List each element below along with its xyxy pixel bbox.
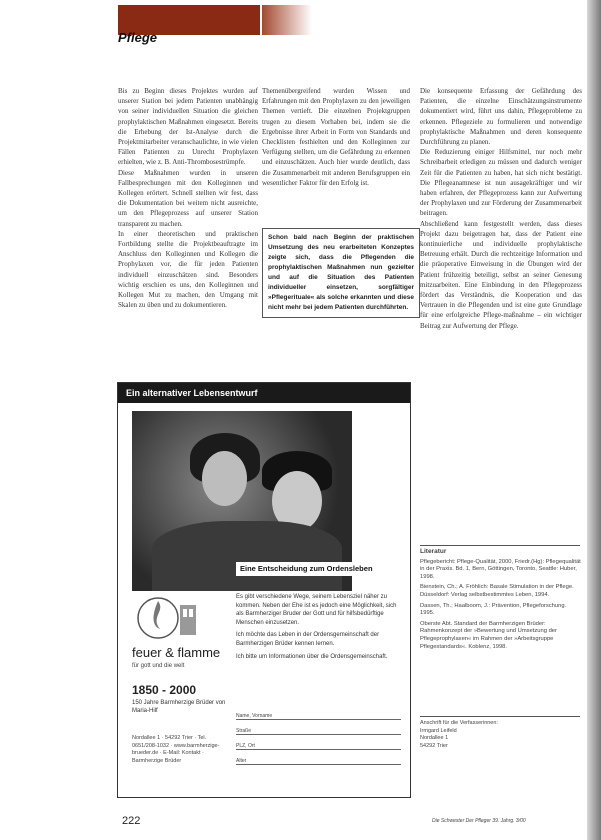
ad-checkbox-label[interactable]: Ich möchte das Leben in der Ordensgemeinschaft der Barmherzigen Brüder kennen lernen. xyxy=(236,632,380,647)
paragraph: Die Reduzierung einiger Hilfsmittel, nur noch mehr Schreibarbeit erledigen zu müssen und dadurch weniger Zeit für die Patienten zu haben, hat sich nicht bestätigt. Die Pflegeanamnese ist nun ausagekräftiger und wir haben erfahren, der Pflegeprozess kann zur Aufwertung der Prophylaxen und zur Förderung der Zusammenarbeit beitragen. xyxy=(420,148,582,218)
ad-brand-sub: für gott und die welt xyxy=(132,663,185,669)
ad-headline: Eine Entscheidung zum Ordensleben xyxy=(236,562,404,576)
page-number: 222 xyxy=(122,815,141,827)
column-right xyxy=(420,86,582,331)
paragraph: Bis zu Beginn dieses Projektes wurden auf unserer Station bei jedem Patienten unabhängig von seiner individuellen Situation die gleichen prophylaktischen Maßnahmen eingesetzt. Bereits die Erhebung der Ist-Analyse durch die Projektmitarbeiter veranschaulichte, in wie vielen Fällen Patienten zu Unrecht Prophylaxen erhielten, wie z. B. Anti-Thrombosestrümpfe. xyxy=(118,87,258,167)
ad-years-sub: 150 Jahre Barmherzige Brüder von Maria-Hilf xyxy=(132,700,226,714)
author-heading: Anschrift für die Verfasserinnen: xyxy=(420,720,498,726)
paragraph: Themenübergreifend wurden Wissen und Erfahrungen mit den Prophylaxen zu den jeweiligen Themen vertieft. Die einzelnen Projektgruppen trugen zu diesem Vorhaben bei, indem sie die Ergebnisse ihrer Arbeit in Form von Standards und Checklisten festhielten und den Kolleginnen zur Verfügung stellten, um die Gefährdung zu erkennen und einzuschätzen. Auch hier wurde deutlich, dass die Zusammenarbeit mit anderen Berufsgruppen ein wesentlicher Faktor für den Erfolg ist. xyxy=(262,87,410,187)
form-field-age[interactable]: Alter xyxy=(236,758,401,765)
paragraph: In einer theoretischen und praktischen Fortbildung stellte die Projektbeauftragte im Anschluss den Kolleginnen und Kollegen die Prophylaxen vor, die für jeden Patienten individuell einzuschätzen sind. Besonders wichtig erschien es uns, den Kolleginnen und Kollegen Mut zu machen, den Umgang mit Skalen zu üben und zu dokumentieren. xyxy=(118,229,258,310)
ad-address: Nordallee 1 · 54292 Trier · Tel. 0651/208-1032 · www.barmherzige-brueder.de · E-Mail: Kontakt · Barmherzige Brüder xyxy=(132,735,220,764)
page-footer: Die Schwester Der Pfleger 39. Jahrg. 3/00 xyxy=(432,818,526,824)
form-field-city[interactable]: PLZ, Ort xyxy=(236,743,401,750)
literature-entry: Oberste Abt. Standard der Barmherzigen Brüder: Rahmenkonzept der »Bewertung und Umsetzung der Pflegeprophylaxen« im Rahmen der »Arbeitsgruppe Pflegestandards«. Koblenz, 1998. xyxy=(420,620,557,650)
form-field-name[interactable]: Name, Vorname xyxy=(236,713,401,720)
section-title: Pflege xyxy=(118,30,158,45)
form-field-street[interactable]: Straße xyxy=(236,728,401,735)
column-left xyxy=(118,86,258,310)
ad-brand: feuer & flamme xyxy=(132,645,221,660)
author-line: Irmgard Leifeld xyxy=(420,727,457,734)
ad-body xyxy=(236,593,401,665)
literature-entry: Pflegebericht: Pflege-Qualität, 2000, Friedr.(Hg): Pflegequalität in der Praxis. Bd. 1, Bern, Göttingen, Toronto, Seattle: Huber, 1998. xyxy=(420,558,581,580)
divider xyxy=(420,716,580,717)
author-line: 54292 Trier xyxy=(420,742,448,749)
paragraph: Diese Maßnahmen wurden in unseren Fallbesprechungen mit den Kolleginnen und Kollegen erörtert. Schnell stellten wir fest, dass die Dokumentation bei weitem nicht ausreichte, um den Pflegeprozess auf unserer Station transparent zu machen. xyxy=(118,168,258,228)
ad-paragraph: Es gibt verschiedene Wege, seinem Lebensziel näher zu kommen. Neben der Ehe ist es jedoch eine Möglichkeit, sich als Barmherziger Bruder der Gott und für hilfsbedürftige Menschen einzusetzen. xyxy=(236,594,397,626)
column-middle xyxy=(262,86,410,188)
paragraph: Die konsequente Erfassung der Gefährdung des Patienten, die einzelne Einschätzungsinstrumente dokumentiert wird, führt uns dahin, Pflegeprobleme zu erkennen. Pflegeziele zu formulieren und notwendige prophylaktische Maßnahmen und deren konsequente Durchführung zu planen. xyxy=(420,87,582,147)
ad-checkbox-label[interactable]: Ich bitte um Informationen über die Ordensgemeinschaft. xyxy=(236,653,388,660)
ad-years: 1850 - 2000 xyxy=(132,683,197,697)
author-line: Nordallee 1 xyxy=(420,735,449,741)
flame-logo-icon xyxy=(136,593,200,643)
ad-title: Ein alternativer Lebensentwurf xyxy=(118,383,410,403)
advertisement xyxy=(117,382,411,798)
scan-edge-shadow xyxy=(587,0,601,840)
author-address xyxy=(420,720,582,750)
divider xyxy=(420,545,580,546)
literature-heading: Literatur xyxy=(420,548,447,555)
literature-entry: Bienstein, Ch.; A. Fröhlich: Basale Stimulation in der Pflege. Düsseldorf: Verlag selbstbestimmtes Leben, 1994. xyxy=(420,584,574,598)
section-tab-fade xyxy=(262,5,312,35)
pull-quote: Schon bald nach Beginn der praktischen Umsetzung des neu erarbeiteten Konzeptes zeigte sich, dass die Pflegenden die prophylaktischen Maßnahmen nun gezielter und auf die Situation des Patienten individueller einsetzen, sorgfältiger »Pflegerituale« als solche erkannten und diese nicht mehr bei jedem Patienten durchführten. xyxy=(262,228,420,318)
paragraph: Abschließend kann festgestellt werden, dass dieses Projekt dazu beigetragen hat, dass der Patient eine kontinuierliche und individuelle prophylaktische Betreuung erhält. Durch die rechtzeitige Information und die präoperative Einweisung in die Übungen wird der Patient frühzeitig beteiligt, selbst an seiner Genesung mitzuarbeiten. Eine Einbindung in den Pflegeprozess fördert das Verständnis, die Kooperation und das Vertrauen in die Pflegenden und ist eine gute Grundlage für eine erfolgreiche Pflege-maßnahme – ein wichtiger Beitrag zur Aufwertung der Pflege. xyxy=(420,219,582,330)
literature-entry: Dassen, Th.; Haalboom, J.: Prävention, Pflegeforschung. 1995. xyxy=(420,602,567,617)
literature xyxy=(420,548,582,654)
